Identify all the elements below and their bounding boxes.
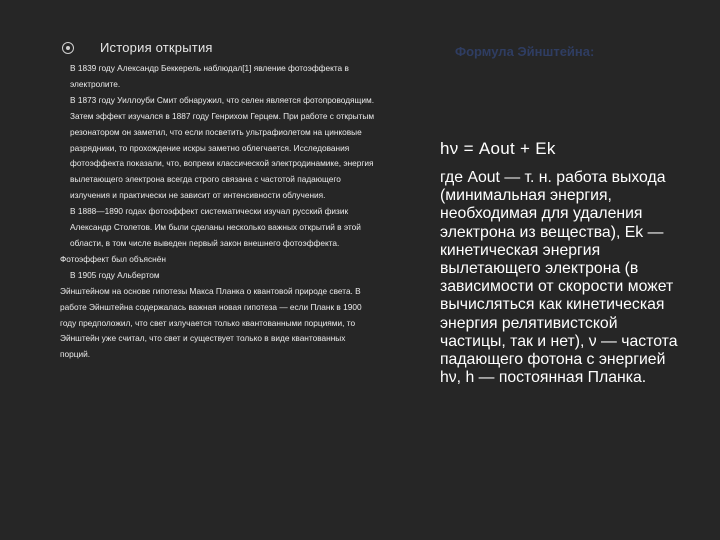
- history-paragraph: В 1888—1890 годах фотоэффект систематически изучал русский физик Александр Столетов. Им были сделаны несколько важных открытий в этой области, в том числе выведен первый закон внешнего фотоэффекта.: [70, 206, 361, 248]
- formula-panel: [440, 40, 680, 387]
- einstein-formula: hν = Aout + Ek: [440, 139, 556, 158]
- history-title: История открытия: [100, 40, 213, 55]
- history-paragraph: В 1839 году Александр Беккерель наблюдал[1] явление фотоэффекта в электролите.: [70, 63, 349, 89]
- history-text: [60, 61, 375, 363]
- history-heading: [60, 40, 375, 55]
- history-paragraph: Эйнштейном на основе гипотезы Макса Планка о квантовой природе света. В работе Эйнштейна содержалась важная новая гипотеза — если Планк в 1900 году предположил, что свет излучается только квантованными порциями, то Эйнштейн уже считал, что свет и существует только в виде квантованных порций.: [60, 285, 362, 360]
- history-paragraph: В 1873 году Уиллоуби Смит обнаружил, что селен является фотопроводящим. Затем эффект изучался в 1887 году Генрихом Герцем. При работе с открытым резонатором он заметил, что если посветить ультрафиолетом на цинковые разрядники, то прохождение искры заметно облегчается. Исследования фотоэффекта показали, что, вопреки классической электродинамике, энергия вылетающего электрона всегда строго связана с частотой падающего излучения и практически не зависит от интенсивности облучения.: [70, 94, 375, 201]
- history-paragraph: В 1905 году Альбертом: [70, 269, 160, 280]
- circle-bullet-icon: [62, 42, 74, 54]
- formula-title: Формула Эйнштейна:: [455, 44, 595, 59]
- formula-explanation: где Aout — т. н. работа выхода (минимальная энергия, необходимая для удаления электрона из вещества), Ek — кинетическая энергия вылетающего электрона (в зависимости от скорости может вычисляться как кинетическая энергия релятивистской частицы, так и нет), ν — частота падающего фотона с энергией hν, h — постоянная Планка.: [440, 169, 678, 387]
- history-paragraph: Фотоэффект был объяснён: [60, 253, 166, 264]
- history-panel: [60, 40, 375, 363]
